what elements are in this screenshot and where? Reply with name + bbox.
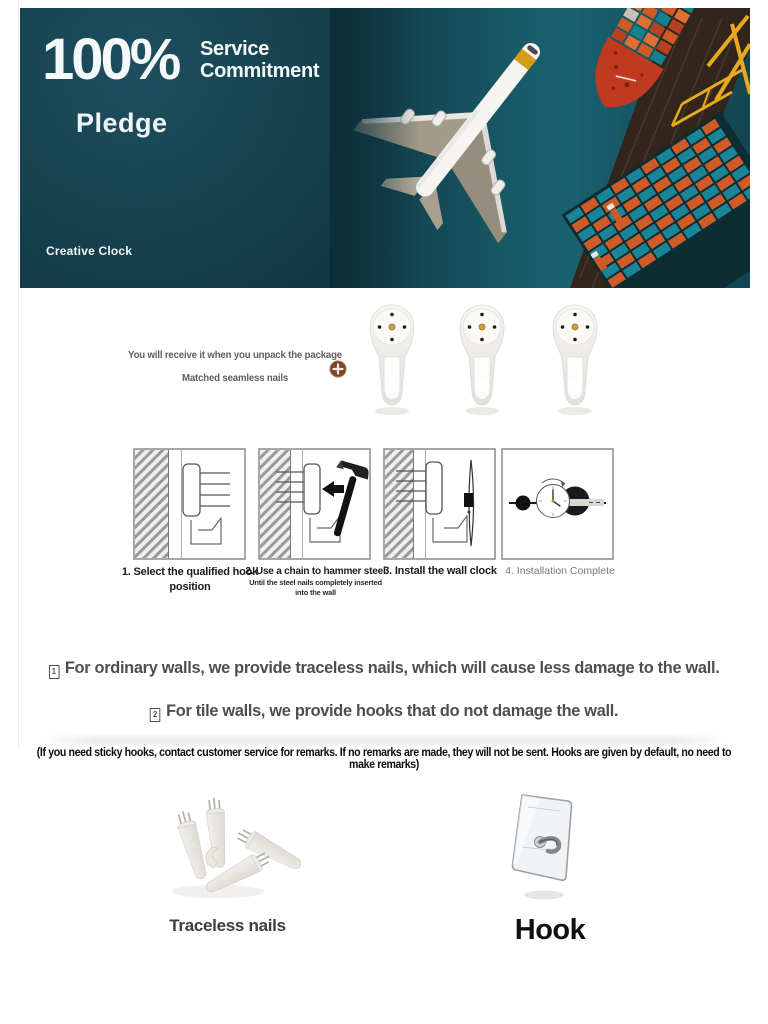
banner-service-commitment bbox=[200, 38, 319, 82]
banner-pledge: Pledge bbox=[76, 108, 168, 138]
note-tile-walls bbox=[15, 701, 752, 722]
faint-artifact-band bbox=[40, 736, 728, 745]
traceless-nails-label: Traceless nails bbox=[169, 916, 286, 935]
hooks-disclaimer: (If you need sticky hooks, contact customer service for remarks. If no remarks are made, they will not be sent. Hooks are given by default, no need to make remarks) bbox=[36, 747, 732, 771]
unpack-line2: Matched seamless nails bbox=[181, 372, 289, 384]
step3-caption: 3. Install the wall clock bbox=[383, 565, 497, 577]
note-ordinary-walls bbox=[15, 658, 752, 679]
hero-banner bbox=[20, 8, 750, 288]
left-hairline bbox=[18, 0, 19, 748]
step3-diagram bbox=[383, 448, 496, 560]
step1-caption-line2: position bbox=[169, 581, 211, 593]
unpack-line1: You will receive it when you unpack the package bbox=[128, 349, 342, 361]
seamless-nail-hook-image bbox=[454, 299, 510, 417]
seamless-nail-hook-image bbox=[547, 299, 603, 417]
step1-diagram bbox=[133, 448, 246, 560]
banner-service-line: Service bbox=[200, 38, 270, 60]
circled-number-2-glyph: 2 bbox=[150, 708, 161, 722]
step1-caption-line1: 1. Select the qualified hook bbox=[121, 566, 259, 578]
hook-label: Hook bbox=[514, 914, 586, 946]
hook-image bbox=[488, 785, 593, 910]
banner-percent: 100% bbox=[42, 27, 179, 92]
step4-diagram bbox=[501, 448, 614, 560]
circled-number-1-glyph: 1 bbox=[49, 665, 60, 679]
step1-caption bbox=[120, 565, 260, 595]
step4-caption: 4. Installation Complete bbox=[505, 565, 615, 577]
seamless-nail-hook-image bbox=[364, 299, 420, 417]
step2-caption-line3: into the wall bbox=[295, 588, 336, 597]
step2-caption bbox=[243, 565, 388, 598]
banner-brand: Creative Clock bbox=[46, 244, 133, 258]
banner-commitment-line: Commitment bbox=[200, 60, 320, 82]
plus-icon bbox=[329, 360, 347, 378]
note-ordinary-walls-text: For ordinary walls, we provide traceless nails, which will cause less damage to the wall. bbox=[64, 658, 720, 677]
step2-diagram bbox=[258, 448, 371, 560]
note-tile-walls-text: For tile walls, we provide hooks that do not damage the wall. bbox=[166, 701, 619, 720]
step2-caption-line2: Until the steel nails completely inserted bbox=[249, 578, 382, 587]
logistics-photo-illustration bbox=[330, 8, 750, 288]
step2-caption-line1: 2. Use a chain to hammer steel bbox=[245, 566, 386, 577]
traceless-nails-image bbox=[150, 785, 305, 910]
